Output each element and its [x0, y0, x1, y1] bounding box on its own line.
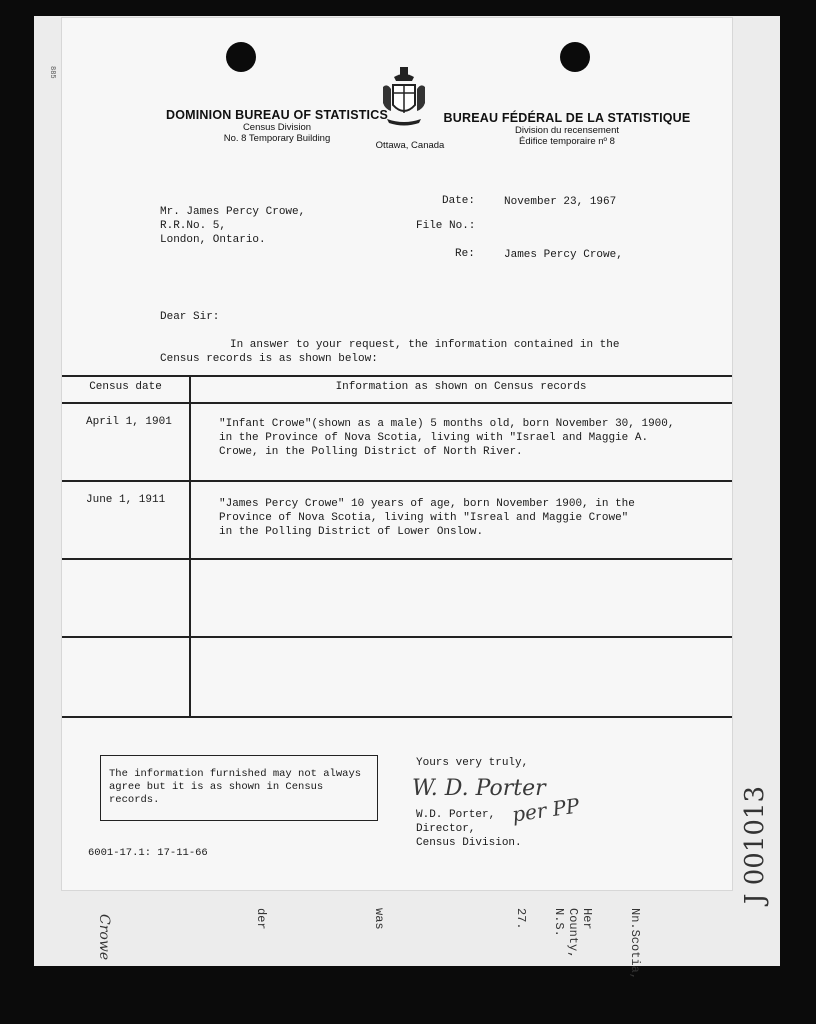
- row-1901-date: April 1, 1901: [86, 416, 172, 428]
- table-rule: [62, 402, 732, 404]
- date-label: Date:: [442, 195, 476, 207]
- row-1911-date: June 1, 1911: [86, 494, 166, 506]
- margin-number: 885: [48, 66, 56, 79]
- letterhead-french: [442, 111, 692, 147]
- table-rule: [62, 636, 732, 638]
- addressee-name: Mr. James Percy Crowe,: [160, 206, 306, 218]
- row-1911-info-line2: Province of Nova Scotia, living with "Isreal and Maggie Crowe": [219, 512, 629, 524]
- row-1911-info-line1: "James Percy Crowe" 10 years of age, born November 1900, in the: [219, 498, 635, 510]
- row-1911-info-line3: in the Polling District of Lower Onslow.: [219, 526, 484, 538]
- signature: W. D. Porter: [412, 776, 546, 801]
- under-fragment-der: der: [254, 908, 268, 930]
- disclaimer-line1: The information furnished may not always: [109, 768, 362, 780]
- disclaimer-box: [100, 755, 378, 821]
- punch-hole: [560, 42, 590, 72]
- building-fr: Édifice temporaire nº 8: [519, 136, 615, 147]
- under-fragment-27: 27.: [514, 908, 528, 930]
- under-fragment-crowe: Crowe: [96, 914, 112, 961]
- table-rule: [62, 716, 732, 718]
- intro-line-2: Census records is as shown below:: [160, 353, 378, 365]
- table-column-divider: [189, 375, 191, 716]
- per-initials: per PP: [510, 793, 581, 827]
- addressee-address2: London, Ontario.: [160, 234, 266, 246]
- under-fragment-scotia: Nn.Scotia,: [628, 908, 642, 981]
- col-header-information: Information as shown on Census records: [335, 381, 587, 393]
- intro-line-1: In answer to your request, the information contained in the: [230, 339, 620, 351]
- form-code: 6001-17.1: 17-11-66: [88, 847, 208, 859]
- signer-title: Director,: [416, 823, 476, 835]
- building-en: No. 8 Temporary Building: [223, 133, 331, 144]
- division-en: Census Division: [242, 122, 312, 133]
- re-label: Re:: [455, 248, 475, 260]
- salutation: Dear Sir:: [160, 311, 220, 323]
- addressee-address1: R.R.No. 5,: [160, 220, 227, 232]
- handwritten-code: J 001013: [740, 786, 770, 904]
- under-fragment-county: Her County, N.S.: [552, 908, 594, 959]
- disclaimer-line2: agree but it is as shown in Census: [109, 781, 324, 793]
- row-1901-info-line2: in the Province of Nova Scotia, living with "Israel and Maggie A.: [219, 432, 649, 444]
- table-rule: [62, 375, 732, 377]
- coat-of-arms-icon: [379, 65, 429, 129]
- row-1901-info-line1: "Infant Crowe"(shown as a male) 5 months old, born November 30, 1900,: [219, 418, 675, 430]
- under-form-bottom-fragments: [94, 906, 794, 981]
- census-letter: [62, 18, 732, 890]
- punch-hole: [226, 42, 256, 72]
- re-value: James Percy Crowe,: [504, 249, 623, 261]
- division-fr: Division du recensement: [514, 125, 620, 136]
- bureau-name-fr: BUREAU FÉDÉRAL DE LA STATISTIQUE: [443, 111, 691, 125]
- table-rule: [62, 480, 732, 482]
- disclaimer-line3: records.: [109, 794, 160, 806]
- census-records-table: [62, 375, 732, 717]
- table-rule: [62, 558, 732, 560]
- signer-department: Census Division.: [416, 837, 522, 849]
- bureau-name-en: DOMINION BUREAU OF STATISTICS: [166, 108, 388, 122]
- letterhead-city: Ottawa, Canada: [375, 140, 445, 151]
- signer-name: W.D. Porter,: [416, 809, 496, 821]
- under-fragment-was: was: [372, 908, 386, 930]
- closing: Yours very truly,: [416, 757, 529, 769]
- date-value: November 23, 1967: [504, 196, 617, 208]
- row-1901-info-line3: Crowe, in the Polling District of North River.: [219, 446, 523, 458]
- file-no-label: File No.:: [416, 220, 476, 232]
- col-header-census-date: Census date: [89, 381, 162, 393]
